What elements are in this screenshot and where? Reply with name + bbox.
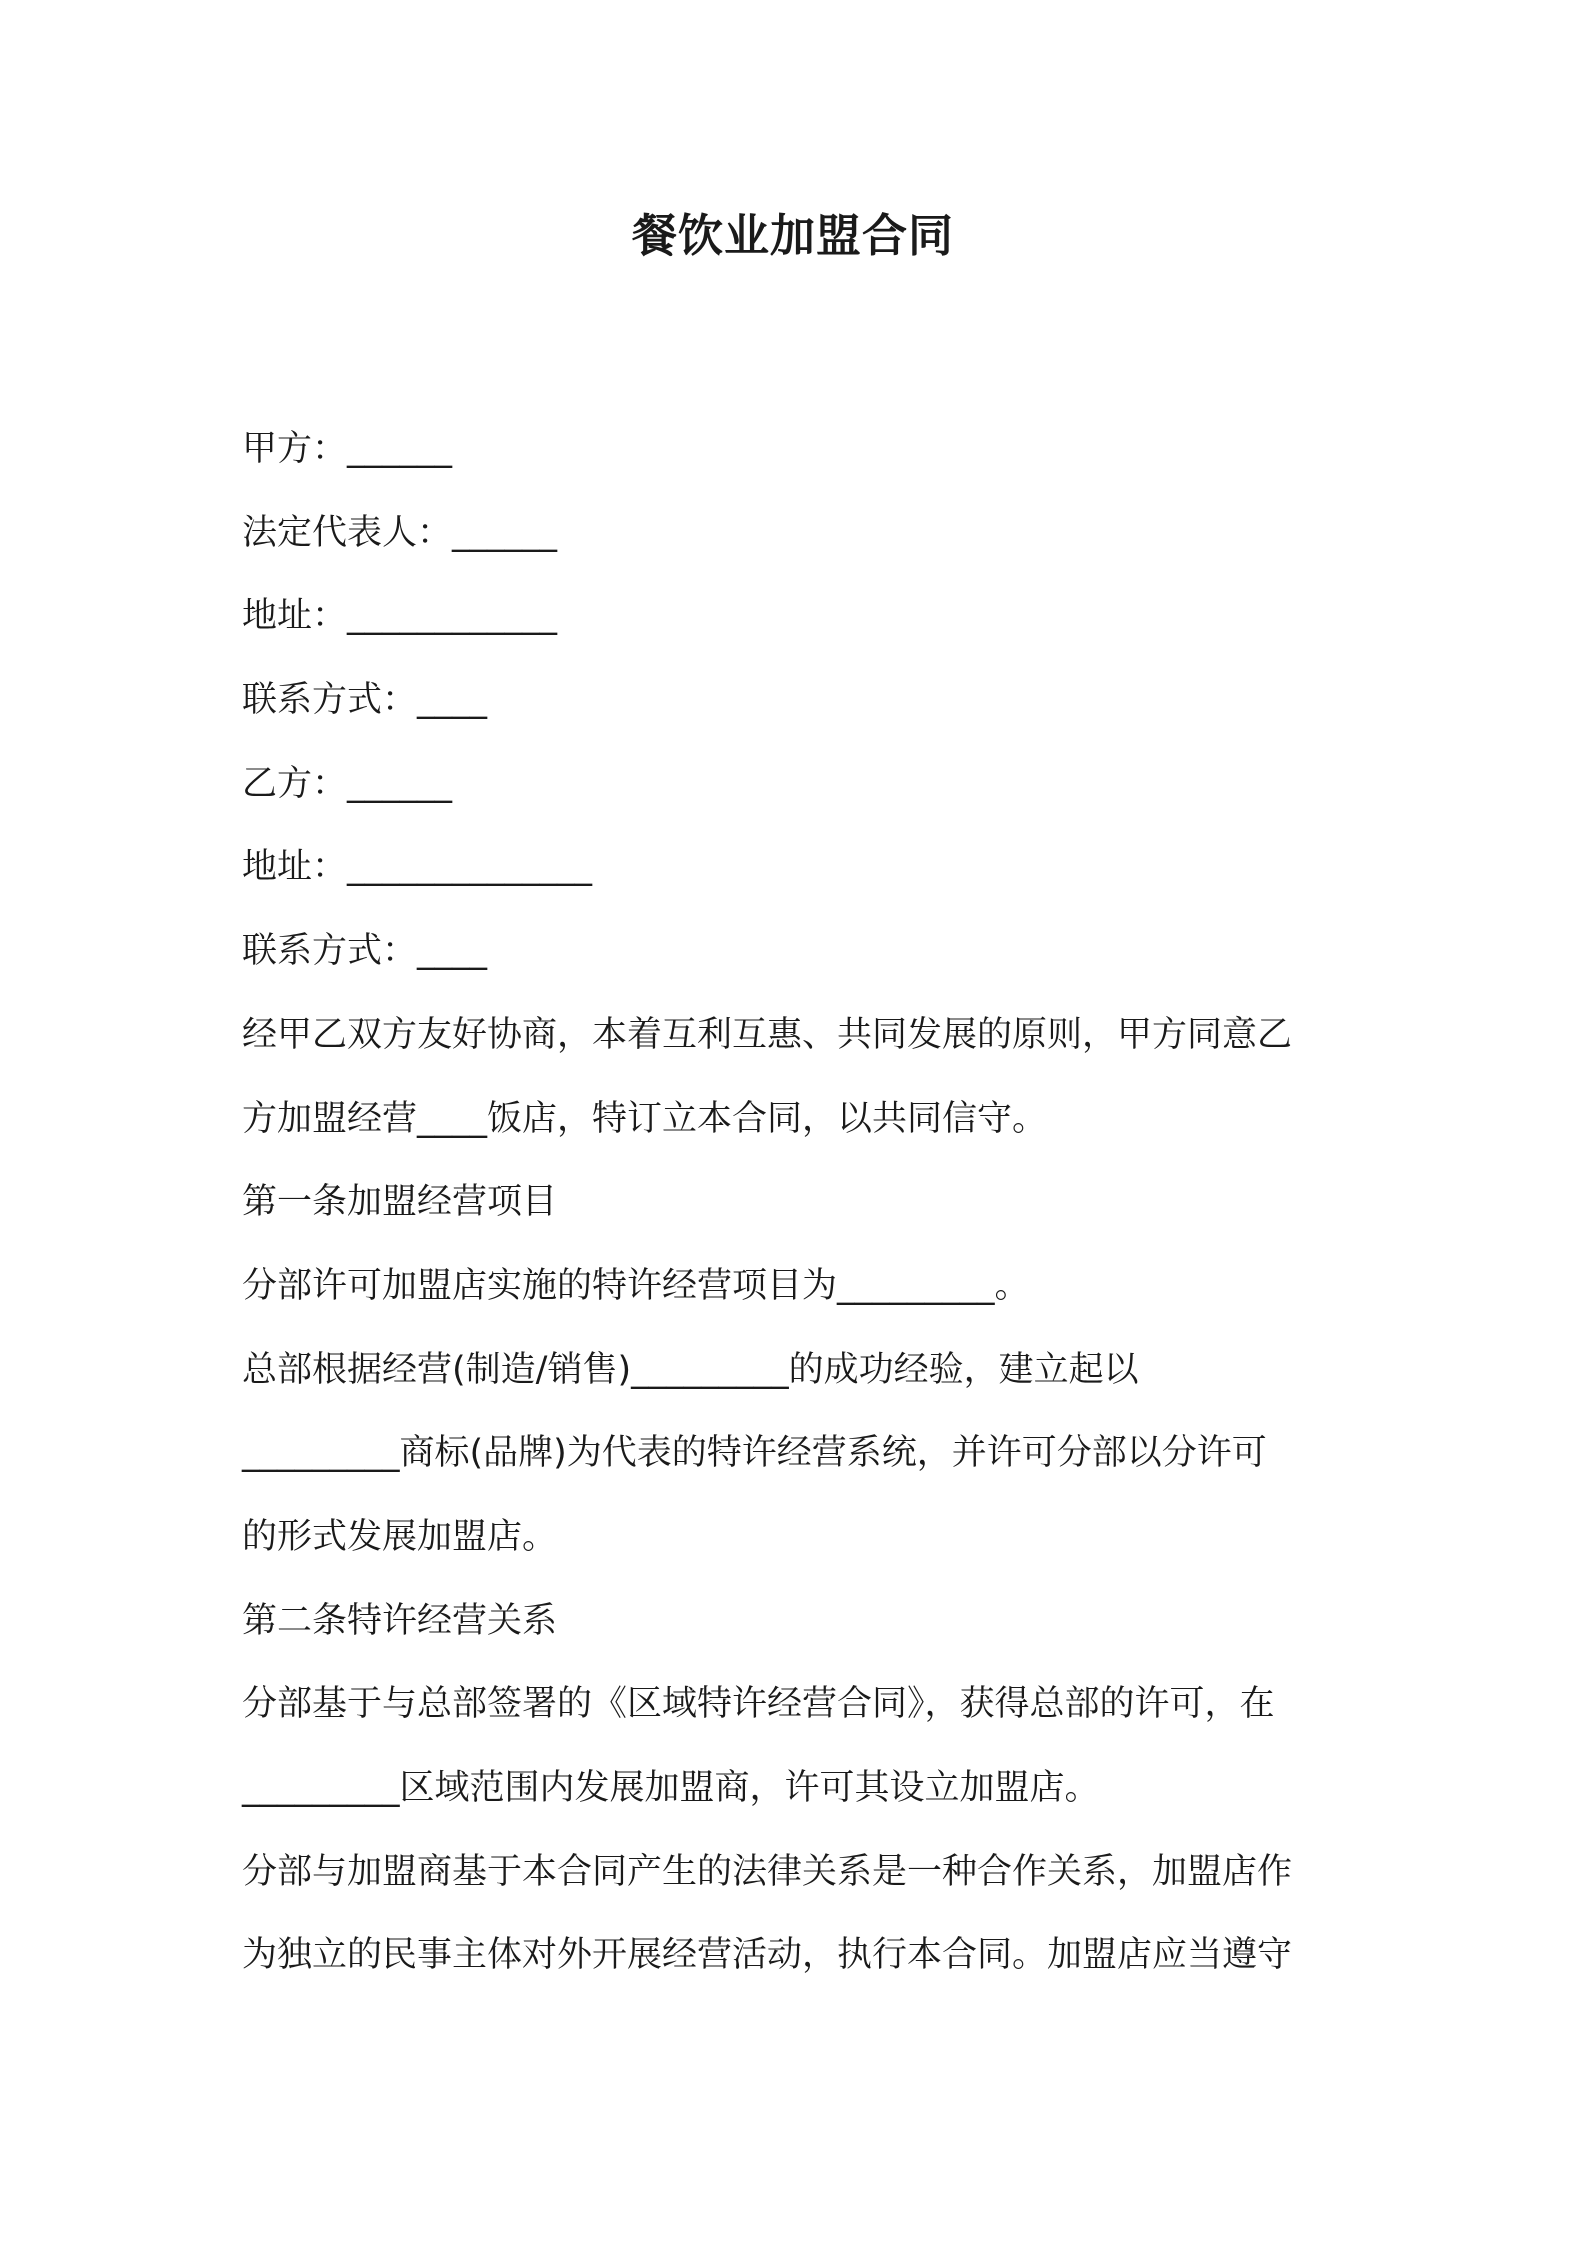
preamble-line-2: 方加盟经营____饭店，特订立本合同，以共同信守。 — [242, 1098, 1048, 1139]
document-body — [242, 408, 1352, 1998]
article-1-paragraph-2-line-3: 的形式发展加盟店。 — [242, 1516, 558, 1557]
document-title: 餐饮业加盟合同 — [631, 209, 954, 262]
article-2-paragraph-2-line-2: 为独立的民事主体对外开展经营活动，执行本合同。加盟店应当遵守 — [242, 1935, 1293, 1976]
party-b-address-line: 地址：______________ — [242, 847, 593, 888]
legal-representative-line: 法定代表人：______ — [242, 512, 558, 553]
article-2-heading: 第二条特许经营关系 — [242, 1600, 558, 1641]
preamble-line-1: 经甲乙双方友好协商，本着互利互惠、共同发展的原则，甲方同意乙 — [242, 1014, 1293, 1055]
article-1-paragraph-2-line-1: 总部根据经营(制造/销售)_________的成功经验，建立起以 — [242, 1349, 1139, 1390]
party-b-line: 乙方：______ — [242, 763, 453, 804]
article-2-paragraph-1-line-1: 分部基于与总部签署的《区域特许经营合同》，获得总部的许可，在 — [242, 1684, 1275, 1725]
article-2-paragraph-1-line-2: _________区域范围内发展加盟商，许可其设立加盟店。 — [242, 1768, 1100, 1808]
party-a-line: 甲方：______ — [242, 429, 453, 469]
party-a-address-line: 地址：____________ — [242, 596, 558, 637]
party-b-contact-line: 联系方式：____ — [242, 931, 488, 972]
article-1-paragraph-1: 分部许可加盟店实施的特许经营项目为_________。 — [242, 1265, 1030, 1306]
party-a-contact-line: 联系方式：____ — [242, 680, 488, 721]
article-1-heading: 第一条加盟经营项目 — [242, 1182, 558, 1223]
article-1-paragraph-2-line-2: _________商标(品牌)为代表的特许经营系统，并许可分部以分许可 — [242, 1433, 1267, 1474]
article-2-paragraph-2-line-1: 分部与加盟商基于本合同产生的法律关系是一种合作关系，加盟店作 — [242, 1851, 1293, 1892]
